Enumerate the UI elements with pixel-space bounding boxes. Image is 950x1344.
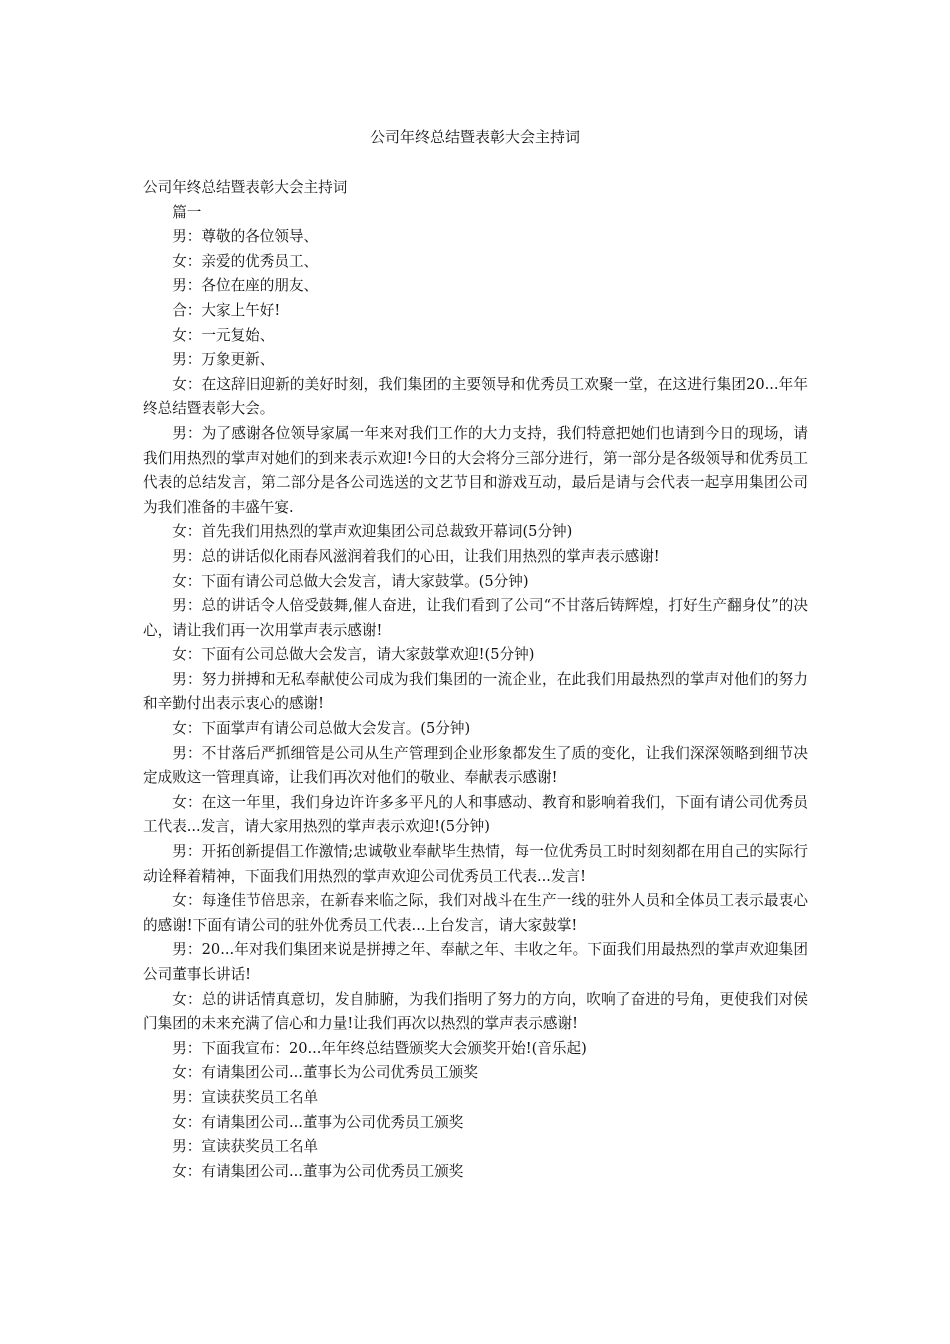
script-line: 女：在这一年里，我们身边许许多多平凡的人和事感动、教育和影响着我们，下面有请公司优秀员工代表...发言，请大家用热烈的掌声表示欢迎!(5分钟): [143, 793, 808, 836]
script-line: 女：下面有公司总做大会发言，请大家鼓掌欢迎!(5分钟): [172, 646, 535, 664]
document-body: [143, 176, 808, 1184]
script-line: 女：下面掌声有请公司总做大会发言。(5分钟): [172, 720, 471, 738]
script-line: 男：万象更新、: [172, 351, 275, 369]
script-line: 女：首先我们用热烈的掌声欢迎集团公司总裁致开幕词(5分钟): [172, 523, 573, 541]
script-line: 男：宣读获奖员工名单: [172, 1088, 319, 1106]
script-line: 男：开拓创新提倡工作激情;忠诚敬业奉献毕生热情，每一位优秀员工时时刻刻都在用自己的实际行动诠释着精神，下面我们用热烈的掌声欢迎公司优秀员工代表...发言!: [143, 843, 808, 885]
script-line: 女：下面有请公司总做大会发言，请大家鼓掌。(5分钟): [172, 572, 529, 590]
script-line: 男：努力拼搏和无私奉献使公司成为我们集团的一流企业，在此我们用最热烈的掌声对他们的努力和辛勤付出表示衷心的感谢!: [143, 670, 808, 713]
script-line: 男：20...年对我们集团来说是拼搏之年、奉献之年、丰收之年。下面我们用最热烈的掌声欢迎集团公司董事长讲话!: [143, 941, 808, 983]
script-line: 女：每逢佳节倍思亲，在新春来临之际，我们对战斗在生产一线的驻外人员和全体员工表示最衷心的感谢!下面有请公司的驻外优秀员工代表...上台发言，请大家鼓掌!: [143, 892, 808, 934]
script-line: 女：总的讲话情真意切，发自肺腑，为我们指明了努力的方向，吹响了奋进的号角，更使我们对侯门集团的未来充满了信心和力量!让我们再次以热烈的掌声表示感谢!: [143, 990, 808, 1033]
script-line: 男：各位在座的朋友、: [172, 277, 319, 295]
script-line: 男：宣读获奖员工名单: [172, 1138, 319, 1156]
script-line: 女：有请集团公司...董事长为公司优秀员工颁奖: [172, 1064, 478, 1082]
script-line: 女：在这辞旧迎新的美好时刻，我们集团的主要领导和优秀员工欢聚一堂，在这进行集团20...年年终总结暨表彰大会。: [143, 375, 808, 418]
script-line: 男：总的讲话令人倍受鼓舞,催人奋进，让我们看到了公司“不甘落后铸辉煌，打好生产翻身仗”的决心，请让我们再一次用掌声表示感谢!: [143, 597, 808, 639]
script-line: 男：总的讲话似化雨春风滋润着我们的心田，让我们用热烈的掌声表示感谢!: [172, 547, 660, 565]
script-line: 女：亲爱的优秀员工、: [172, 252, 319, 270]
script-line: 男：不甘落后严抓细管是公司从生产管理到企业形象都发生了质的变化，让我们深深领略到细节决定成败这一管理真谛，让我们再次对他们的敬业、奉献表示感谢!: [143, 744, 808, 787]
script-line: 女：一元复始、: [172, 326, 275, 344]
document-title: 公司年终总结暨表彰大会主持词: [369, 128, 580, 146]
section-label: 篇一: [172, 203, 202, 221]
document-heading: 公司年终总结暨表彰大会主持词: [143, 179, 348, 196]
script-line: 男：为了感谢各位领导家属一年来对我们工作的大力支持，我们特意把她们也请到今日的现场，请我们用热烈的掌声对她们的到来表示欢迎!今日的大会将分三部分进行，第一部分是各级领导和优秀员工代表的总结发言，第二部分是各公司选送的文艺节目和游戏互动，最后是请与会代表一起享用集团公司为我们准备的丰盛午宴.: [143, 424, 808, 516]
script-line: 女：有请集团公司...董事为公司优秀员工颁奖: [172, 1162, 464, 1180]
script-line: 男：下面我宣布：20...年年终总结暨颁奖大会颁奖开始!(音乐起): [172, 1039, 587, 1057]
script-line: 女：有请集团公司...董事为公司优秀员工颁奖: [172, 1113, 464, 1131]
script-line: 合：大家上午好!: [172, 301, 281, 319]
script-line: 男：尊敬的各位领导、: [172, 228, 319, 246]
